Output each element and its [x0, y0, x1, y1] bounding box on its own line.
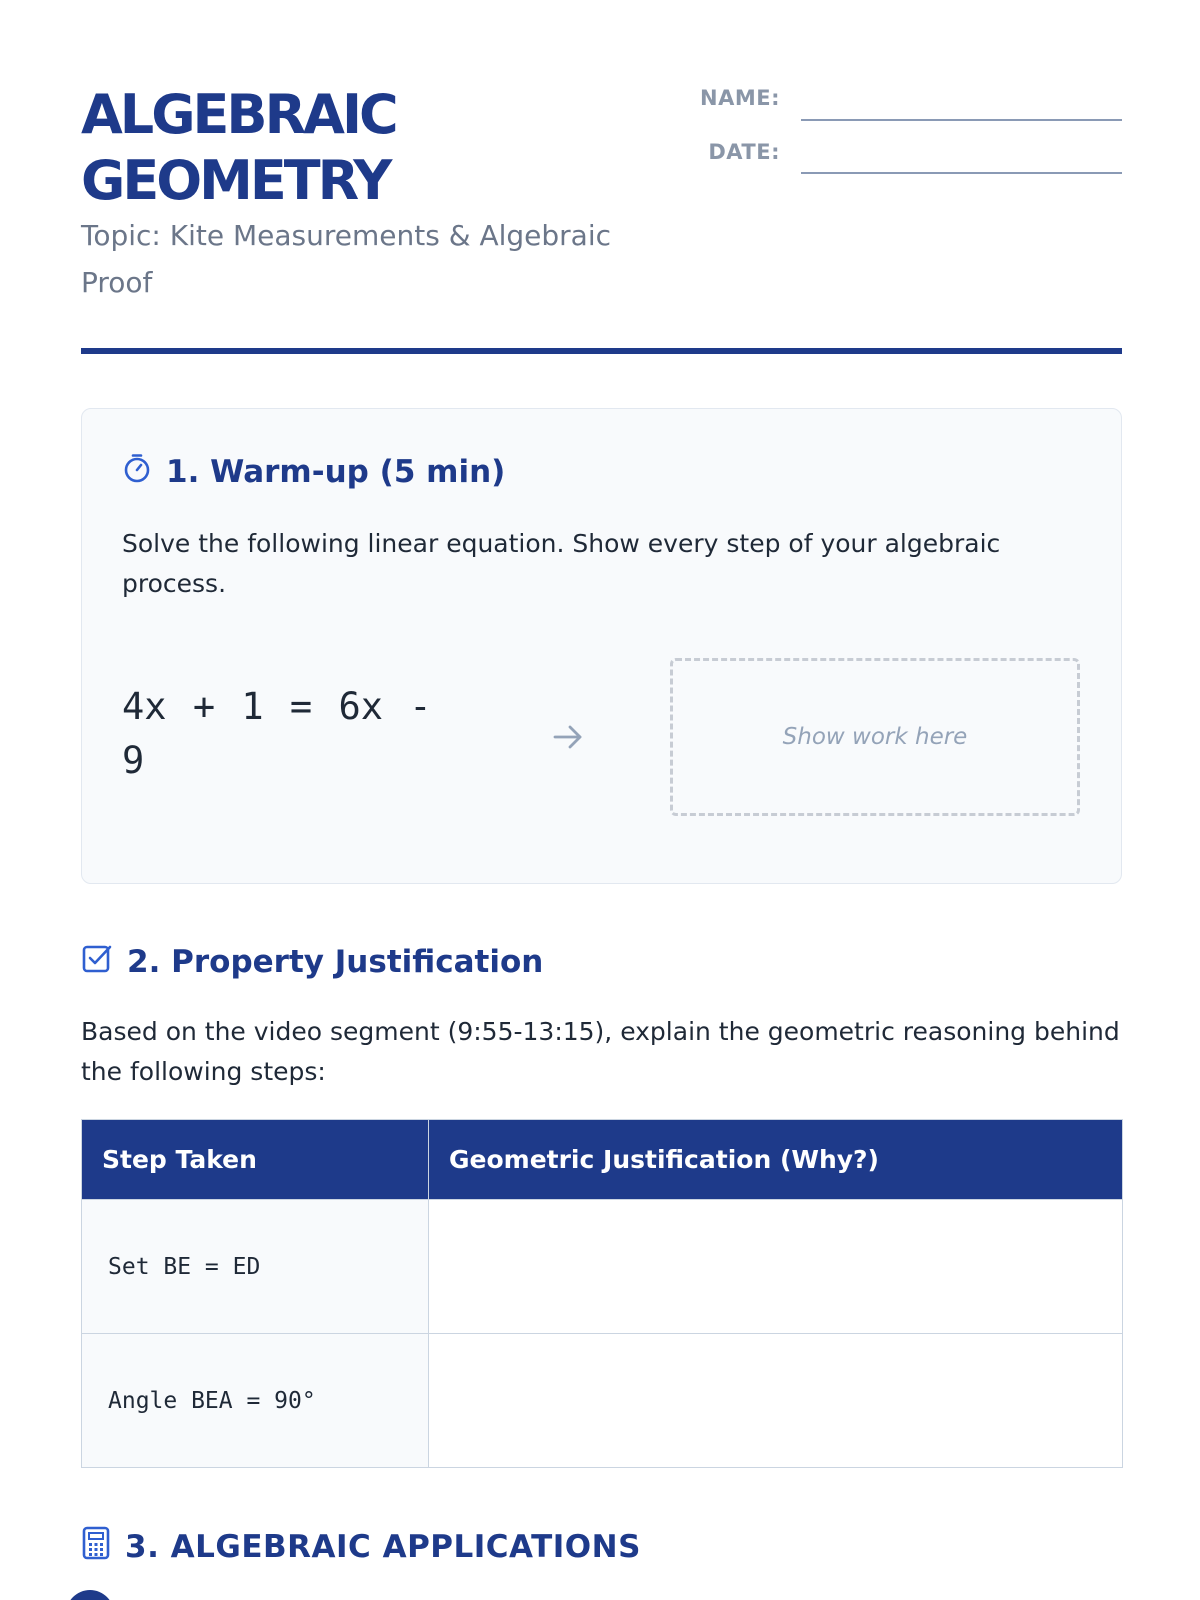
- warmup-heading-text: 1. Warm-up (5 min): [166, 454, 506, 490]
- column-header-step: Step Taken: [82, 1120, 429, 1200]
- table-row: [82, 1200, 1123, 1334]
- stopwatch-icon: [122, 452, 152, 492]
- header-divider: [81, 348, 1122, 354]
- name-label: NAME:: [700, 86, 780, 110]
- justification-answer-cell[interactable]: [429, 1200, 1123, 1334]
- applications-heading-text: 3. ALGEBRAIC APPLICATIONS: [125, 1529, 641, 1565]
- date-field[interactable]: [801, 172, 1122, 174]
- justification-heading-text: 2. Property Justification: [127, 944, 544, 980]
- calculator-icon: [81, 1526, 111, 1568]
- name-field[interactable]: [801, 119, 1122, 121]
- justification-instructions: Based on the video segment (9:55-13:15), explain the geometric reasoning behind the following steps:: [81, 1017, 1120, 1086]
- show-work-area[interactable]: [670, 658, 1080, 816]
- justification-answer-cell[interactable]: [429, 1334, 1123, 1468]
- applications-heading: [81, 1526, 641, 1568]
- step-cell: Set BE = ED: [82, 1200, 429, 1334]
- justification-heading: [81, 942, 543, 982]
- date-label: DATE:: [708, 140, 780, 164]
- table-header-row: [82, 1120, 1123, 1200]
- justification-table: [81, 1119, 1123, 1468]
- checkbox-icon: [81, 942, 113, 982]
- warmup-heading: [122, 452, 505, 492]
- warmup-equation: 4x + 1 = 6x - 9: [122, 685, 432, 782]
- worksheet-topic: Topic: Kite Measurements & Algebraic Proof: [81, 219, 612, 299]
- table-row: [82, 1334, 1123, 1468]
- warmup-instructions: Solve the following linear equation. Show every step of your algebraic process.: [122, 529, 1001, 598]
- arrow-right-icon: [552, 722, 584, 757]
- worksheet-title: ALGEBRAIC GEOMETRY: [81, 83, 396, 212]
- show-work-placeholder: Show work here: [782, 724, 968, 750]
- column-header-justification: Geometric Justification (Why?): [429, 1120, 1123, 1200]
- step-number-badge: [66, 1590, 114, 1600]
- step-cell: Angle BEA = 90°: [82, 1334, 429, 1468]
